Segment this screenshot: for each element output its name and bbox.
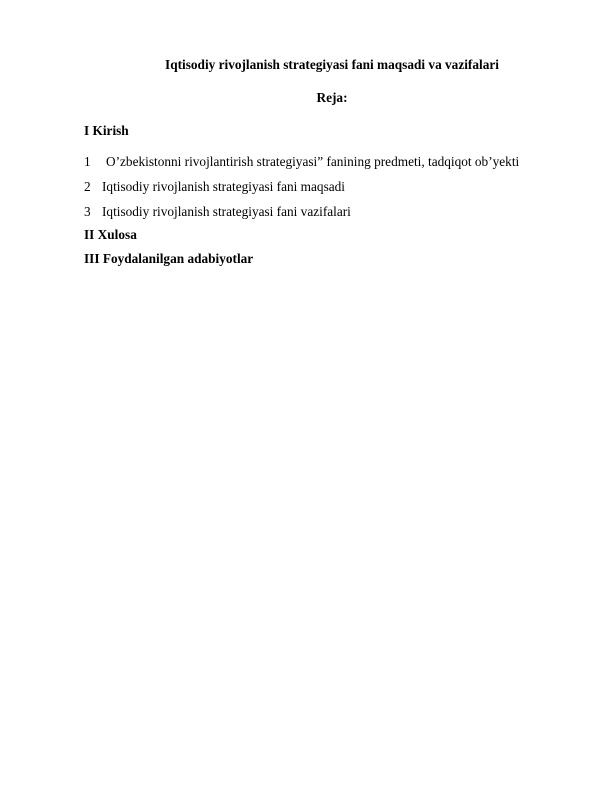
plan-heading: Reja: [316,90,348,105]
section-intro: I Kirish [84,123,129,138]
plan-item-number: 1 [84,154,91,169]
plan-item-3 [84,204,351,220]
plan-item-2 [84,179,345,195]
plan-item-number: 3 [84,204,91,219]
section-conclusion: II Xulosa [84,227,137,242]
plan-item-text: Iqtisodiy rivojlanish strategiyasi fani vazifalari [102,204,351,219]
plan-item-number: 2 [84,179,91,194]
plan-item-1 [84,154,519,170]
plan-item-text: O’zbekistonni rivojlantirish strategiyasi” fanining predmeti, tadqiqot ob’yekti [106,154,520,169]
document-title: Iqtisodiy rivojlanish strategiyasi fani maqsadi va vazifalari [165,57,499,72]
section-references: III Foydalanilgan adabiyotlar [84,251,254,266]
plan-item-text: Iqtisodiy rivojlanish strategiyasi fani maqsadi [102,179,345,194]
